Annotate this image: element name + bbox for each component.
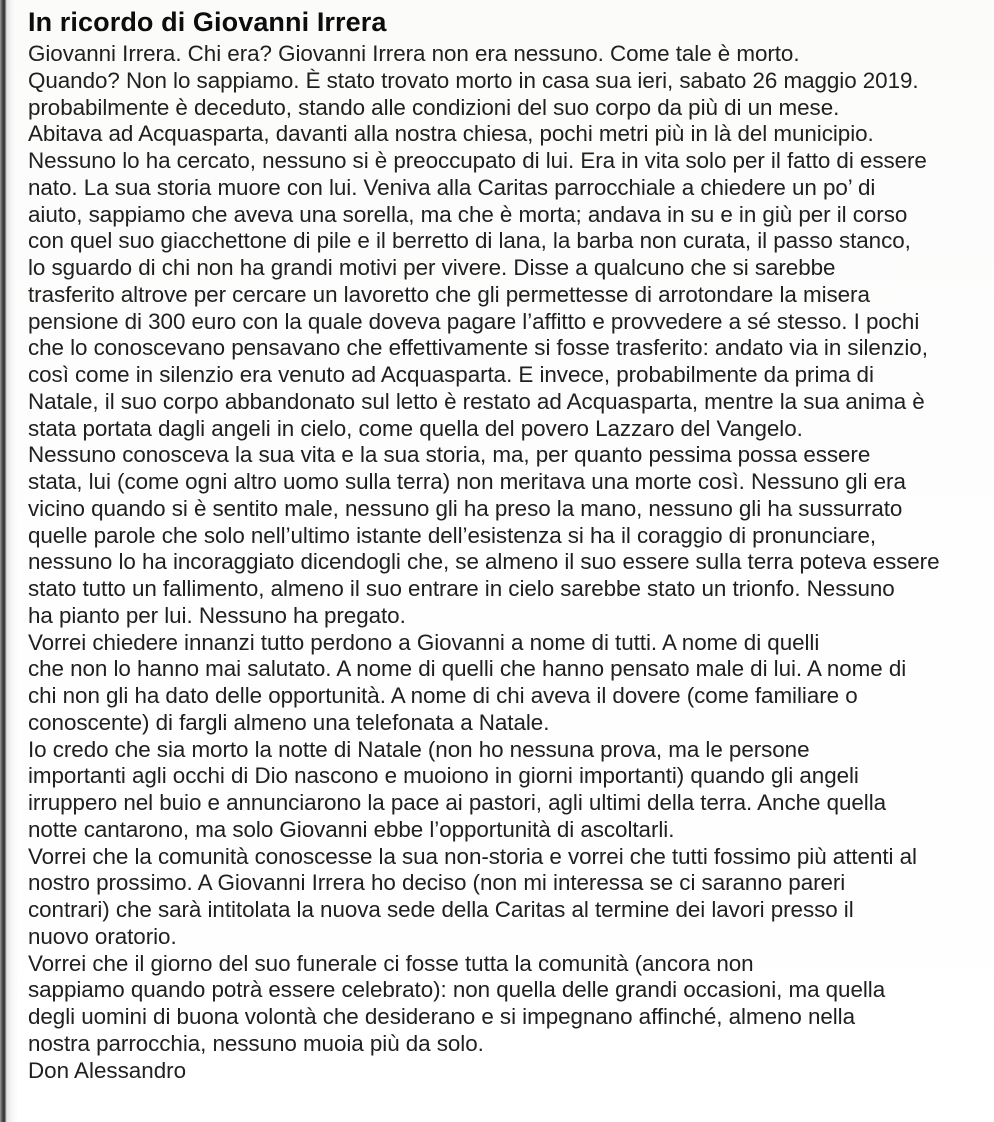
article-line: conoscente) di fargli almeno una telefonata a Natale. bbox=[28, 709, 550, 735]
article-line: nostro prossimo. A Giovanni Irrera ho deciso (non mi interessa se ci saranno pareri bbox=[28, 870, 846, 896]
article-line: quelle parole che solo nell’ultimo istante dell’esistenza si ha il coraggio di pronunciare, bbox=[28, 522, 877, 548]
article-line: vicino quando si è sentito male, nessuno gli ha preso la mano, nessuno gli ha sussurrato bbox=[28, 495, 903, 521]
article-line: irruppero nel buio e annunciarono la pace ai pastori, agli ultimi della terra. Anche quella bbox=[28, 790, 887, 815]
article-line: nostra parrocchia, nessuno muoia più da solo. bbox=[28, 1030, 484, 1056]
article-line: Quando? Non lo sappiamo. È stato trovato morto in casa sua ieri, sabato 26 maggio 2019. bbox=[28, 67, 919, 93]
article-line: sappiamo quando potrà essere celebrato): non quella delle grandi occasioni, ma quella bbox=[28, 977, 886, 1003]
article-line: stato tutto un fallimento, almeno il suo entrare in cielo sarebbe stato un trionfo. Nessuno bbox=[28, 576, 895, 601]
article-line: che non lo hanno mai salutato. A nome di quelli che hanno pensato male di lui. A nome di bbox=[28, 656, 907, 682]
article-line: Vorrei che il giorno del suo funerale ci fosse tutta la comunità (ancora non bbox=[28, 950, 754, 976]
article-line: probabilmente è deceduto, stando alle condizioni del suo corpo da più di un mese. bbox=[28, 94, 840, 120]
article-line: importanti agli occhi di Dio nascono e muoiono in giorni importanti) quando gli angeli bbox=[28, 763, 859, 789]
article-line: chi non gli ha dato delle opportunità. A nome di chi aveva il dovere (come familiare o bbox=[28, 683, 858, 708]
article-title: In ricordo di Giovanni Irrera bbox=[28, 7, 387, 37]
article-line: con quel suo giacchettone di pile e il berretto di lana, la barba non curata, il passo stanco, bbox=[28, 228, 911, 254]
scan-edge-artifact bbox=[0, 0, 7, 1122]
article-line: Io credo che sia morto la notte di Natale (non ho nessuna prova, ma le persone bbox=[28, 736, 810, 762]
article-line: contrari) che sarà intitolata la nuova sede della Caritas al termine dei lavori presso il bbox=[28, 897, 854, 922]
article-line: degli uomini di buona volontà che desiderano e si impegnano affinché, almeno nella bbox=[28, 1004, 856, 1029]
article-line: stata, lui (come ogni altro uomo sulla terra) non meritava una morte così. Nessuno gli era bbox=[28, 469, 906, 494]
article-body bbox=[28, 41, 966, 1058]
article-signature: Don Alessandro bbox=[28, 1057, 187, 1083]
article-line: nessuno lo ha incoraggiato dicendogli che, se almeno il suo essere sulla terra poteva essere bbox=[28, 549, 940, 575]
article-line: Abitava ad Acquasparta, davanti alla nostra chiesa, pochi metri più in là del municipio. bbox=[28, 121, 874, 147]
article-line: ha pianto per lui. Nessuno ha pregato. bbox=[28, 602, 406, 628]
article-line: Nessuno conosceva la sua vita e la sua storia, ma, per quanto pessima possa essere bbox=[28, 442, 871, 468]
article-line: nato. La sua storia muore con lui. Veniva alla Caritas parrocchiale a chiedere un po’ di bbox=[28, 174, 876, 200]
article-line: che lo conoscevano pensavano che effettivamente si fosse trasferito: andato via in silenzio, bbox=[28, 335, 928, 361]
article-line: stata portata dagli angeli in cielo, come quella del povero Lazzaro del Vangelo. bbox=[28, 415, 803, 441]
article-line: aiuto, sappiamo che aveva una sorella, ma che è morta; andava in su e in giù per il corso bbox=[28, 201, 908, 227]
article-line: così come in silenzio era venuto ad Acquasparta. E invece, probabilmente da prima di bbox=[28, 362, 874, 387]
article-line: Natale, il suo corpo abbandonato sul letto è restato ad Acquasparta, mentre la sua anima è bbox=[28, 388, 925, 414]
article-line: Giovanni Irrera. Chi era? Giovanni Irrera non era nessuno. Come tale è morto. bbox=[28, 41, 800, 66]
article-line: nuovo oratorio. bbox=[28, 923, 177, 949]
article-line: trasferito altrove per cercare un lavoretto che gli permettesse di arrotondare la misera bbox=[28, 281, 870, 307]
article-line: pensione di 300 euro con la quale doveva pagare l’affitto e provvedere a sé stesso. I pochi bbox=[28, 308, 920, 334]
article-line: Vorrei chiedere innanzi tutto perdono a Giovanni a nome di tutti. A nome di quelli bbox=[28, 629, 820, 655]
article bbox=[28, 6, 966, 1084]
article-line: lo sguardo di chi non ha grandi motivi per vivere. Disse a qualcuno che si sarebbe bbox=[28, 255, 836, 280]
article-line: Vorrei che la comunità conoscesse la sua non-storia e vorrei che tutti fossimo più attenti al bbox=[28, 843, 917, 869]
scan-edge-gradient bbox=[7, 0, 17, 1122]
article-line: notte cantarono, ma solo Giovanni ebbe l’opportunità di ascoltarli. bbox=[28, 816, 675, 842]
article-line: Nessuno lo ha cercato, nessuno si è preoccupato di lui. Era in vita solo per il fatto di essere bbox=[28, 148, 927, 173]
